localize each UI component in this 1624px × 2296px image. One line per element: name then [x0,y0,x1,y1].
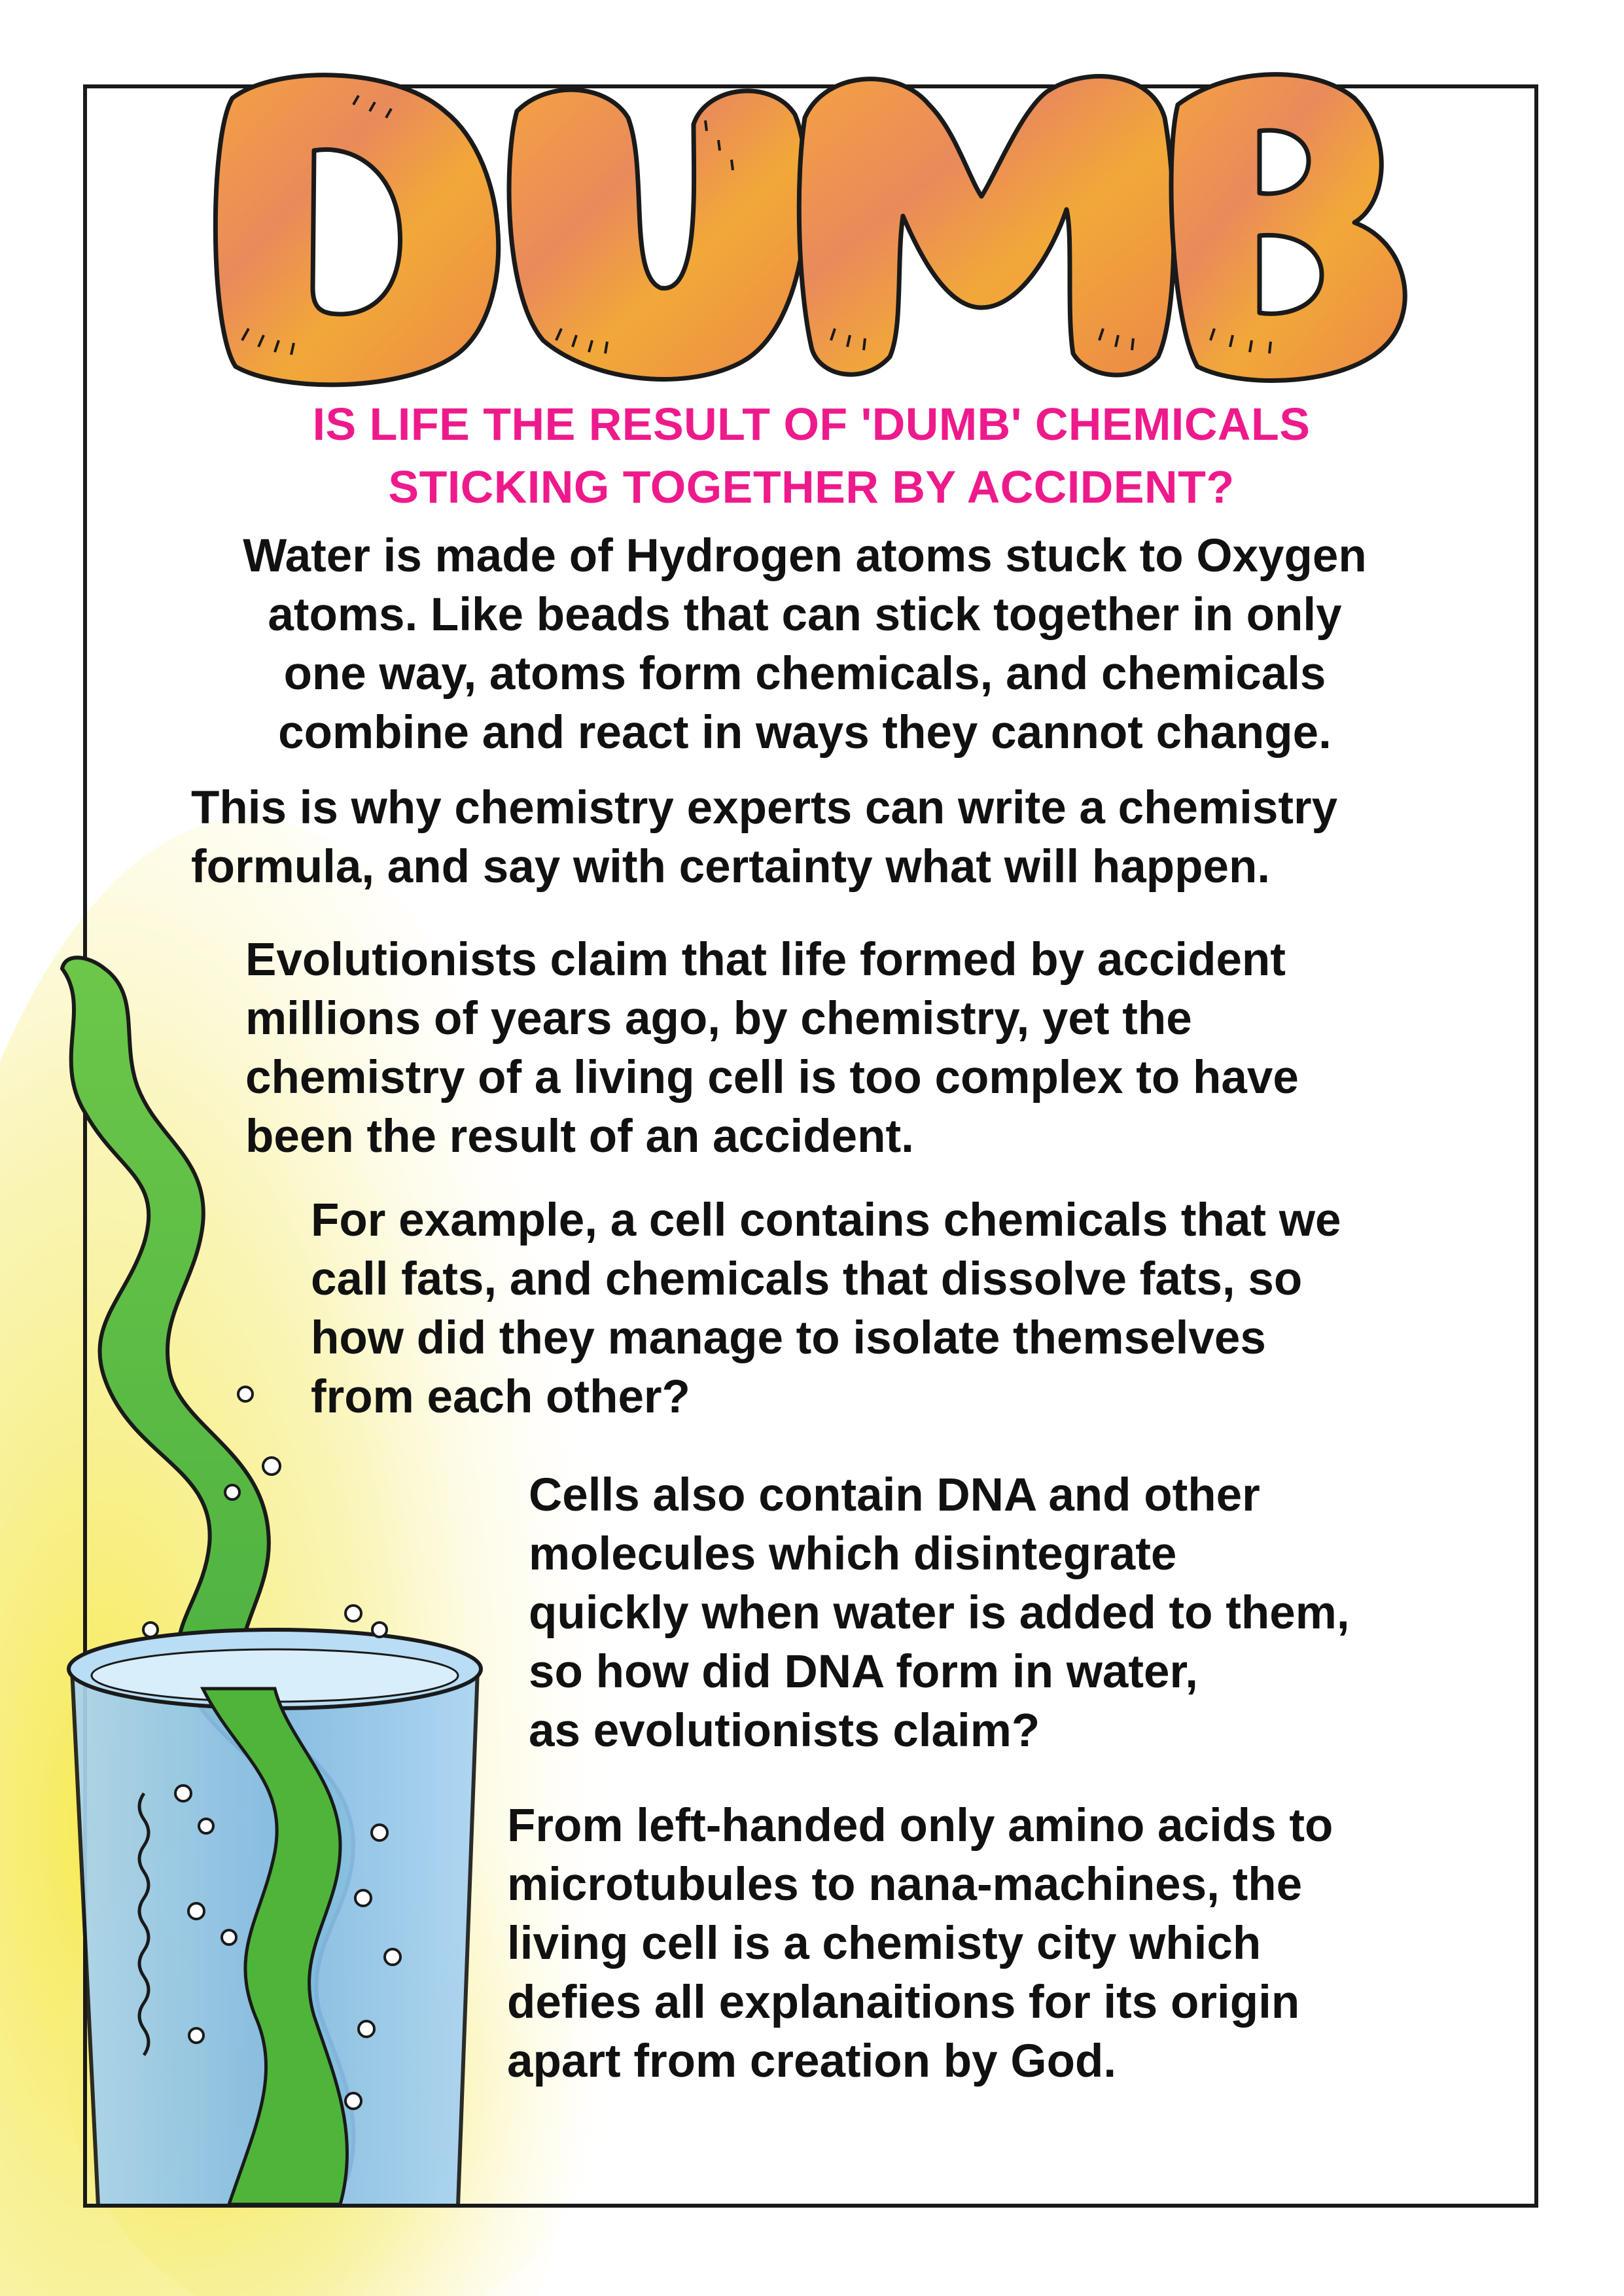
paragraph-evolutionists [245,931,1299,1166]
text-line: defies all explanaitions for its origin [507,1977,1300,2028]
text-line: so how did DNA form in water, [529,1646,1198,1698]
text-line: For example, a cell contains chemicals that we [311,1194,1341,1246]
text-line: from each other? [311,1371,690,1423]
text-line: call fats, and chemicals that dissolve fats, so [311,1253,1303,1305]
text-line: Cells also contain DNA and other [529,1469,1260,1521]
text-line: as evolutionists claim? [529,1705,1040,1757]
text-line: chemistry of a living cell is too complex to have [245,1052,1299,1103]
title-dumb [215,75,1405,385]
paragraph-chemistry-city [507,1797,1333,2091]
text-line: combine and react in ways they cannot change. [278,707,1332,759]
text-line: atoms. Like beads that can stick together in only [268,589,1342,641]
paragraph-water [144,527,1466,762]
page-subtitle [85,393,1538,518]
text-line: formula, and say with certainty what will happen. [191,841,1271,893]
paragraph-dna [529,1466,1350,1761]
text-line: microtubules to nana-machines, the [507,1859,1303,1910]
text-line: living cell is a chemisty city which [507,1918,1262,1969]
text-line: quickly when water is added to them, [529,1587,1350,1639]
text-line: Evolutionists claim that life formed by accident [245,934,1286,986]
text-line: Water is made of Hydrogen atoms stuck to Oxygen [243,530,1367,582]
text-line: been the result of an accident. [245,1111,914,1162]
text-line: how did they manage to isolate themselves [311,1312,1266,1364]
text-line: apart from creation by God. [507,2036,1117,2087]
text-line: This is why chemistry experts can write a chemistry [191,782,1338,834]
text-line: one way, atoms form chemicals, and chemicals [283,648,1326,700]
subtitle-line: STICKING TOGETHER BY ACCIDENT? [388,461,1235,512]
text-line: molecules which disintegrate [529,1528,1177,1580]
subtitle-line: IS LIFE THE RESULT OF 'DUMB' CHEMICALS [312,399,1311,450]
text-line: millions of years ago, by chemistry, yet the [245,993,1192,1045]
paragraph-chemistry-experts [191,779,1337,897]
text-line: From left-handed only amino acids to [507,1800,1333,1852]
beaker-illustration [69,1630,481,2206]
paragraph-fats [311,1191,1341,1427]
